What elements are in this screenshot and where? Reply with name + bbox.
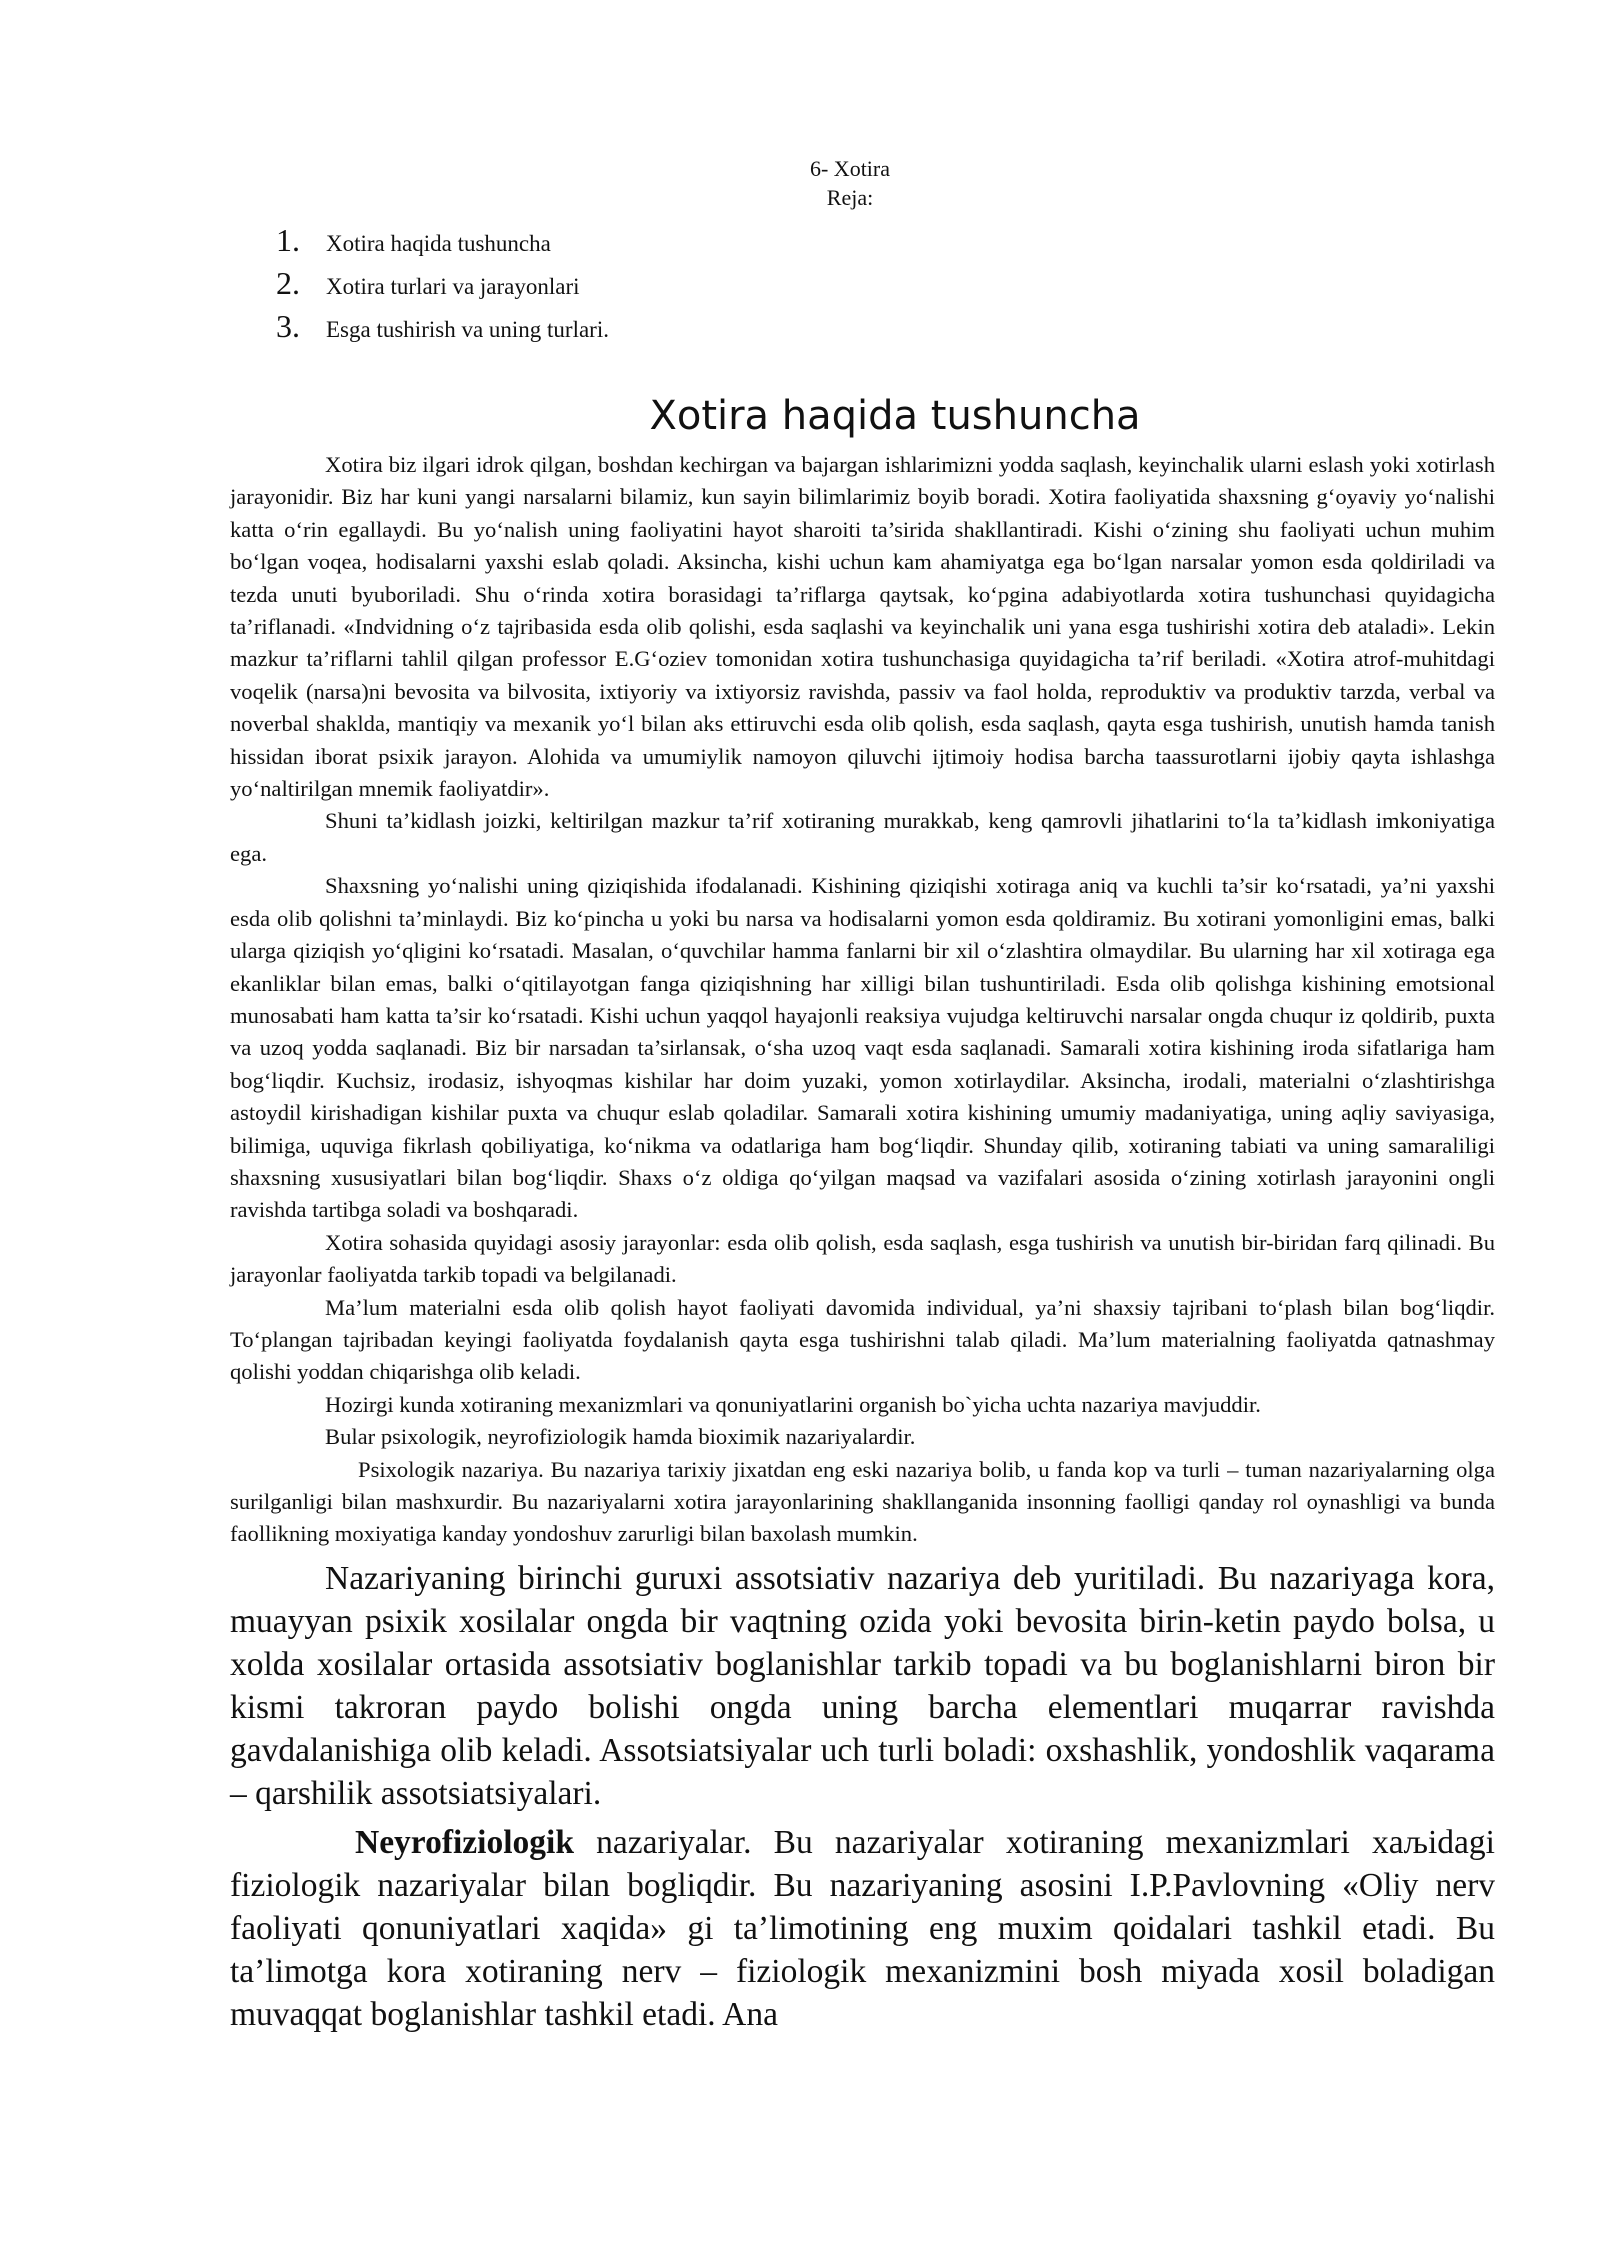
plan-item [276, 219, 609, 262]
paragraph-text: nazariyalar. Bu nazariyalar xotiraning mexanizmlari xaљidagi fiziologik nazariyalar bilan bogliqdir. Bu nazariyaning asosini I.P.Pavlovning «Oliy nerv faoliyati qonuniyatlari xaqida» gi ta’limotining eng muxim qoidalari tashkil etadi. Bu ta’limotga kora xotiraning nerv – fiziologik mexanizmini bosh miyada xosil boladigan muvaqqat boglanishlar tashkil etadi. Ana [230, 1823, 1495, 2033]
plan-item-number: 3. [276, 308, 300, 344]
plan-item-text: Esga tushirish va uning turlari. [326, 317, 609, 342]
lecture-title: 6- Xotira [809, 156, 891, 181]
plan-item-text: Xotira haqida tushuncha [326, 231, 551, 256]
plan-item-text: Xotira turlari va jarayonlari [326, 274, 580, 299]
paragraph-emphasis: Shuni ta’kidlash joizki, keltirilgan mazkur ta’rif xotiraning murakkab, keng qamrovli jihatlarini to‘la ta’kidlash imkoniyatiga ega. [230, 808, 1495, 866]
bold-term: Neyrofiziologik [355, 1823, 574, 1861]
plan-item-number: 1. [276, 222, 300, 258]
lecture-header [700, 154, 1000, 212]
paragraph-theories-intro: Hozirgi kunda xotiraning mexanizmlari va qonuniyatlarini organish bo`yicha uchta nazariya mavjuddir. [325, 1391, 1261, 1417]
body-text [230, 449, 1495, 2036]
paragraph-neurophysiological-theory [230, 1821, 1495, 2036]
paragraph-theories-list: Bular psixologik, neyrofiziologik hamda bioximik nazariyalardir. [325, 1424, 916, 1450]
plan-list [276, 219, 609, 348]
plan-label: Reja: [826, 185, 874, 210]
paragraph-interest: Shaxsning yo‘nalishi uning qiziqishida ifodalanadi. Kishining qiziqishi xotiraga aniq va kuchli ta’sir ko‘rsatadi, ya’ni yaxshi esda olib qolishni ta’minlaydi. Biz ko‘pincha u yoki bu narsa va hodisalarni yomon esda qoldiramiz. Bu xotirani yomonligini emas, balki ularga qiziqish yo‘qligini ko‘rsatadi. Masalan, o‘quvchilar hamma fanlarni bir xil o‘zlashtira olmaydilar. Bu ularning har xil xotiraga ega ekanliklar bilan emas, balki o‘qitilayotgan fanga qiziqishning har xilligi bilan tushuntiriladi. Esda olib qolishga kishining emotsional munosabati ham katta ta’sir ko‘rsatadi. Kishi uchun yaqqol hayajonli reaksiya vujudga keltiruvchi narsalar ongda chuqur iz qoldirib, puxta va uzoq yodda saqlanadi. Biz bir narsadan ta’sirlansak, o‘sha uzoq vaqt esda saqlanadi. Samarali xotira kishining iroda sifatlariga ham bog‘liqdir. Kuchsiz, irodasiz, ishyoqmas kishilar har doim yuzaki, yomon xotirlaydilar. Aksincha, irodali, materialni o‘zlashtirishga astoydil kirishadigan kishilar puxta va chuqur eslab qoladilar. Samarali xotira kishining umumiy madaniyatiga, uning aqliy saviyasiga, bilimiga, uquviga fikrlash qobiliyatiga, ko‘nikma va odatlariga ham bog‘liqdir. Shunday qilib, xotiraning tabiati va uning samaraliligi shaxsning xususiyatlari bilan bog‘liqdir. Shaxs o‘z oldiga qo‘yilgan maqsad va vazifalari asosida o‘zining xotirlash jarayonini ongli ravishda tartibga soladi va boshqaradi. [230, 873, 1495, 1223]
paragraph-associative-theory: Nazariyaning birinchi guruxi assotsiativ nazariya deb yuritiladi. Bu nazariyaga kora, muayyan psixik xosilalar ongda bir vaqtning ozida yoki bevosita birin-ketin paydo bolsa, u xolda xosilalar ortasida assotsiativ boglanishlar tarkib topadi va bu boglanishlarni biron bir kismi takroran paydo bolishi ongda uning barcha elementlari muqarrar ravishda gavdalanishiga olib keladi. Assotsiatsiyalar uch turli boladi: oxshashlik, yondoshlik vaqarama – qarshilik assotsiatsiyalari. [230, 1559, 1495, 1812]
paragraph-psychological-theory: Psixologik nazariya. Bu nazariya tarixiy jixatdan eng eski nazariya bolib, u fanda kop va turli – tuman nazariyalarning olga surilganligi bilan mashxurdir. Bu nazariyalarni xotira jarayonlarining shakllanganida insonning faolligi qanday rol oynashligi va bunda faollikning moxiyatiga kanday yondoshuv zarurligi bilan baxolash mumkin. [230, 1456, 1495, 1547]
plan-item-number: 2. [276, 265, 300, 301]
plan-item [276, 305, 609, 348]
paragraph-material: Ma’lum materialni esda olib qolish hayot faoliyati davomida individual, ya’ni shaxsiy tajribani to‘plash bilan bog‘liqdir. To‘plangan tajribadan keyingi faoliyatda foydalanish qayta esga tushirishni talab qiladi. Ma’lum materialning faoliyatda qatnashmay qolishi yoddan chiqarishga olib keladi. [230, 1294, 1495, 1385]
plan-item [276, 262, 609, 305]
paragraph-definition: Xotira biz ilgari idrok qilgan, boshdan kechirgan va bajargan ishlarimizni yodda saqlash, keyinchalik ularni eslash yoki xotirlash jarayonidir. Biz har kuni yangi narsalarni bilamiz, kun sayin bilimlarimiz boyib boradi. Xotira faoliyatida shaxsning g‘oyaviy yo‘nalishi katta o‘rin egallaydi. Bu yo‘nalish uning faoliyatini hayot sharoiti ta’sirida shakllantiradi. Kishi o‘zining shu faoliyati uchun muhim bo‘lgan voqea, hodisalarni yaxshi eslab qoladi. Aksincha, kishi uchun kam ahamiyatga ega bo‘lgan narsalar yomon esda qoldiriladi va tezda unuti byuboriladi. Shu o‘rinda xotira borasidagi ta’riflarga qaytsak, ko‘pgina adabiyotlarda xotira tushunchasi quyidagicha ta’riflanadi. «Indvidning o‘z tajribasida esda olib qolishi, esda saqlashi va keyinchalik uni yana esga tushirishi xotira deb ataladi». Lekin mazkur ta’riflarni tahlil qilgan professor E.G‘oziev tomonidan xotira tushunchasiga quyidagicha ta’rif beriladi. «Xotira atrof-muhitdagi voqelik (narsa)ni bevosita va bilvosita, ixtiyoriy va ixtiyorsiz ravishda, passiv va faol holda, reproduktiv va produktiv tarzda, verbal va noverbal shaklda, mantiqiy va mexanik yo‘l bilan aks ettiruvchi esda olib qolish, esda saqlash, qayta esga tushirish, unutish hamda tanish hissidan iborat psixik jarayon. Alohida va umumiylik namoyon qiluvchi ijtimoiy hodisa barcha taassurotlarni ijobiy qayta ishlashga yo‘naltirilgan mnemik faoliyatdir». [230, 452, 1495, 802]
paragraph-processes: Xotira sohasida quyidagi asosiy jarayonlar: esda olib qolish, esda saqlash, esga tushirish va unutish bir-biridan farq qilinadi. Bu jarayonlar faoliyatda tarkib topadi va belgilanadi. [230, 1229, 1495, 1288]
section-heading: Xotira haqida tushuncha [649, 393, 1141, 439]
